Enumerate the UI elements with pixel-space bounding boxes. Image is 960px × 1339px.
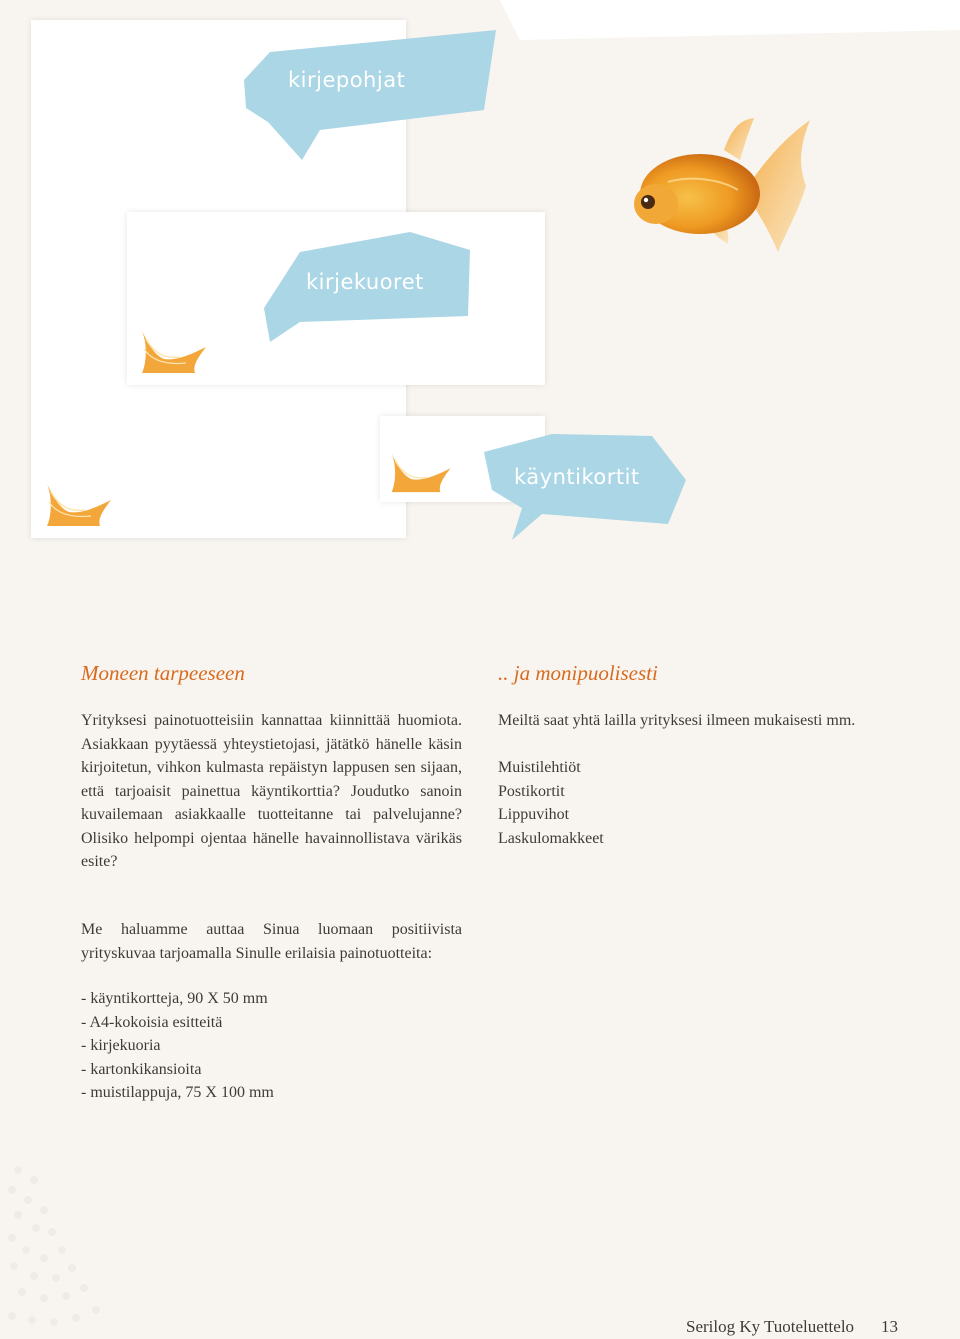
goldfish-image xyxy=(628,116,814,256)
list-item: - kartonkikansioita xyxy=(81,1060,202,1078)
list-item: - A4-kokoisia esitteitä xyxy=(81,1013,223,1031)
list-item: - muistilappuja, 75 X 100 mm xyxy=(81,1084,274,1101)
card-label: käyntikortit xyxy=(514,465,640,489)
right-heading: .. ja monipuolisesti xyxy=(498,661,658,685)
footer-company: Serilog Ky xyxy=(686,1317,761,1336)
list-item: - kirjekuoria xyxy=(81,1037,161,1054)
envelope-label: kirjekuoret xyxy=(306,270,424,294)
list-item: Muistilehtiöt xyxy=(498,759,581,776)
list-item: - käyntikortteja, 90 X 50 mm xyxy=(81,990,268,1007)
bottom-product-list xyxy=(81,987,274,1105)
right-product-list xyxy=(498,756,604,850)
list-item: Lippuvihot xyxy=(498,806,570,823)
letterhead-label: kirjepohjat xyxy=(288,68,406,92)
left-paragraph: Yrityksesi painotuotteisiin kannattaa kiinnittää huomiota. Asiakkaan pyytäessä yhteystietojasi, jätätkö hänelle käsin kirjoitetun, vihkon kulmasta repäistyn lappusen sen sijaan, että tarjoaisit painettua käyntikorttia? Joudutko sanoin kuvailemaan asiakkaalle tuotteitanne tai palvelujanne? Olisiko helpompi ojentaa hänelle havainnollistava värikäs esite? xyxy=(81,712,462,870)
right-intro: Meiltä saat yhtä lailla yrityksesi ilmeen mukaisesti mm. xyxy=(498,712,856,729)
fish-tail-logo xyxy=(45,478,115,528)
list-item: Laskulomakkeet xyxy=(498,829,604,847)
footer-title: Tuoteluettelo xyxy=(764,1317,855,1336)
bottom-intro: Me haluamme auttaa Sinua luomaan positiivista yrityskuvaa tarjoamalla Sinulle erilaisia painotuotteita: xyxy=(81,921,462,962)
left-heading: Moneen tarpeeseen xyxy=(81,661,245,685)
fish-tail-logo xyxy=(389,448,455,494)
page-number: 13 xyxy=(881,1317,898,1336)
fish-tail-logo xyxy=(140,325,210,375)
letterhead-bubble xyxy=(240,30,500,162)
list-item: Postikortit xyxy=(498,782,565,800)
